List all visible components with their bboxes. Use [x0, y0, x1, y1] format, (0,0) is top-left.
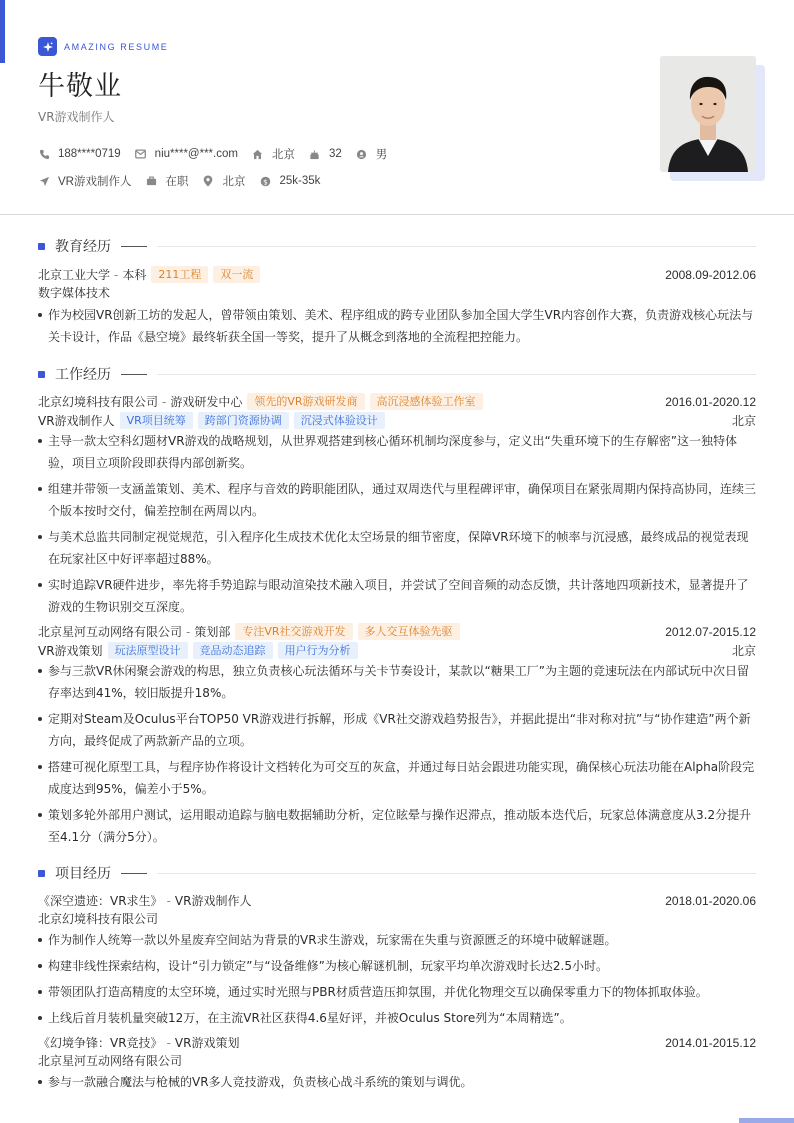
list-item: 构建非线性探索结构，设计“引力锁定”与“设备维修”为核心解谜机制，玩家平均单次游戏时长达2.5小时。: [38, 955, 756, 977]
list-item: 组建并带领一支涵盖策划、美术、程序与音效的跨职能团队，通过双周迭代与里程碑评审，确保项目在紧张周期内保持高协同，连续三个版本按时交付，偏差控制在两周以内。: [38, 478, 756, 522]
home-icon: [252, 148, 264, 160]
degree: 本科: [122, 268, 147, 282]
candidate-name: 牛敬业: [38, 71, 122, 102]
project-company: 北京幻境科技有限公司: [38, 912, 159, 926]
salary-value: 25k-35k: [279, 175, 321, 187]
avatar: [660, 56, 756, 172]
gender-icon: [356, 148, 368, 160]
project-role: VR游戏制作人: [174, 894, 252, 908]
role-tag: 跨部门资源协调: [198, 412, 289, 429]
section-title: 工作经历: [55, 367, 111, 383]
section-title: 教育经历: [55, 239, 111, 255]
section-divider: [157, 374, 756, 375]
section-dash: [121, 374, 147, 375]
section-header: [38, 364, 756, 384]
sparkle-icon: [38, 37, 57, 56]
status-item: [145, 173, 188, 189]
role-tag: 用户行为分析: [278, 642, 358, 659]
company-tag: 专注VR社交游戏开发: [235, 623, 352, 640]
job-intent-row: [38, 173, 334, 189]
list-item: 实时追踪VR硬件进步，率先将手势追踪与眼动渲染技术融入项目，并尝试了空间音频的动态反馈，共计落地四项新技术，显著提升了游戏的生物识别交互深度。: [38, 574, 756, 618]
section-dash: [121, 873, 147, 874]
section-header: [38, 863, 756, 883]
list-item: 主导一款太空科幻题材VR游戏的战略规划，从世界观搭建到核心循环机制均深度参与，定义出“失重环境下的生存解密”这一独特体验，项目立项阶段即获得内部创新奖。: [38, 430, 756, 474]
section-title: 项目经历: [55, 866, 111, 882]
list-item: 作为制作人统筹一款以外星废弃空间站为背景的VR求生游戏，玩家需在失重与资源匮乏的环境中破解谜题。: [38, 929, 756, 951]
project-entry: [38, 891, 756, 1029]
list-item: 上线后首月装机量突破12万，在主流VR社区获得4.6星好评，并被Oculus Store列为“本周精选”。: [38, 1007, 756, 1029]
job-bullets: [38, 660, 756, 848]
section-dot: [38, 371, 45, 378]
age-item: [309, 148, 342, 160]
company-tag: 高沉浸感体验工作室: [370, 393, 483, 410]
brand-text: AMAZING RESUME: [64, 41, 169, 52]
section-header: [38, 236, 756, 256]
email-item: [135, 148, 238, 160]
location-pin-icon: [202, 175, 214, 187]
section-dot: [38, 870, 45, 877]
brand: [38, 37, 168, 56]
resume-header: [0, 0, 794, 215]
project-company: 北京星河互动网络有限公司: [38, 1054, 183, 1068]
svg-text:$: $: [263, 176, 268, 186]
work-section: [38, 364, 756, 852]
job-location: 北京: [731, 414, 756, 428]
school-name: 北京工业大学: [38, 268, 111, 282]
cake-icon: [309, 148, 321, 160]
separator: -: [166, 1035, 171, 1050]
city-item: [202, 173, 245, 189]
project-bullets: [38, 929, 756, 1029]
list-item: 与美术总监共同制定视觉规范，引入程序化生成技术优化太空场景的细节密度，保障VR环境下的帧率与沉浸感，最终成品的视觉表现在玩家社区中好评率超过88%。: [38, 526, 756, 570]
phone-item: [38, 148, 121, 160]
list-item: 作为校园VR创新工坊的发起人，曾带领由策划、美术、程序组成的跨专业团队参加全国大学生VR内容创作大赛，负责游戏核心玩法与关卡设计，作品《悬空境》最终斩获全国一等奖，提升了从概念到落地的全流程把控能力。: [38, 304, 756, 348]
section-dot: [38, 243, 45, 250]
phone-icon: [38, 148, 50, 160]
separator: -: [114, 267, 119, 282]
education-row: [38, 265, 756, 284]
project-bullets: [38, 1071, 756, 1093]
city-value: 北京: [222, 176, 246, 188]
project-header: [38, 1033, 756, 1052]
school-tag: 211工程: [151, 266, 208, 283]
role-tag: 竞品动态追踪: [193, 642, 273, 659]
project-header: [38, 891, 756, 910]
list-item: 策划多轮外部用户测试，运用眼动追踪与脑电数据辅助分析，定位眩晕与操作迟滞点，推动版本迭代后，玩家总体满意度从3.2分提升至4.1分（满分5分）。: [38, 804, 756, 848]
section-divider: [157, 246, 756, 247]
job-bullets: [38, 430, 756, 618]
company-tag: 领先的VR游戏研发商: [247, 393, 364, 410]
education-bullets: [38, 304, 756, 348]
role-tag: VR项目统筹: [120, 412, 193, 429]
major: 数字媒体技术: [38, 286, 111, 300]
salary-item: [259, 175, 320, 187]
target-job-value: VR游戏制作人: [58, 176, 132, 188]
school-tag: 双一流: [213, 266, 260, 283]
phone-value: 188****0719: [58, 148, 121, 160]
project-date: 2018.01-2020.06: [665, 893, 756, 908]
email-value: niu****@***.com: [154, 148, 238, 160]
role-tag: 沉浸式体验设计: [294, 412, 385, 429]
job-role: VR游戏制作人: [38, 414, 115, 428]
project-entry: [38, 1033, 756, 1093]
job-entry: [38, 622, 756, 848]
project-name: 《深空遗迹：VR求生》: [38, 894, 163, 908]
section-divider: [157, 873, 756, 874]
list-item: 参与三款VR休闲聚会游戏的构思，独立负责核心玩法循环与关卡节奏设计，某款以“糖果工厂”为主题的竞速玩法在内部试玩中次日留存率达到41%，较旧版提升18%。: [38, 660, 756, 704]
separator: -: [162, 394, 167, 409]
contact-row: [38, 146, 401, 162]
job-location: 北京: [731, 644, 756, 658]
target-job-item: [38, 173, 131, 189]
department: 游戏研发中心: [170, 395, 243, 409]
separator: -: [166, 893, 171, 908]
send-icon: [38, 175, 50, 187]
company-name: 北京幻境科技有限公司: [38, 395, 159, 409]
list-item: 带领团队打造高精度的太空环境，通过实时光照与PBR材质营造压抑氛围，并优化物理交互以确保零重力下的物体抓取体验。: [38, 981, 756, 1003]
role-tag: 玩法原型设计: [108, 642, 188, 659]
education-section: [38, 236, 756, 352]
job-header: [38, 392, 756, 411]
job-date: 2016.01-2020.12: [665, 394, 756, 409]
gender-value: 男: [375, 149, 388, 161]
mail-icon: [135, 148, 147, 160]
job-role-row: [38, 411, 756, 430]
job-header: [38, 622, 756, 641]
job-entry: [38, 392, 756, 618]
project-role: VR游戏策划: [174, 1036, 240, 1050]
separator: -: [186, 624, 191, 639]
company-name: 北京星河互动网络有限公司: [38, 625, 183, 639]
dollar-icon: [259, 175, 271, 187]
projects-section: [38, 863, 756, 1097]
project-name: 《幻境争锋：VR竞技》: [38, 1036, 163, 1050]
candidate-title: VR游戏制作人: [38, 110, 115, 124]
section-dash: [121, 246, 147, 247]
status-value: 在职: [165, 176, 189, 188]
list-item: 搭建可视化原型工具，与程序协作将设计文档转化为可交互的灰盒，并通过每日站会跟进功能实现，确保核心玩法功能在Alpha阶段完成度达到95%，偏差小于5%。: [38, 756, 756, 800]
project-date: 2014.01-2015.12: [665, 1035, 756, 1050]
briefcase-icon: [145, 175, 157, 187]
hometown-value: 北京: [271, 149, 295, 161]
age-value: 32: [328, 148, 342, 160]
job-role: VR游戏策划: [38, 644, 103, 658]
job-role-row: [38, 641, 756, 660]
list-item: 参与一款融合魔法与枪械的VR多人竞技游戏，负责核心战斗系统的策划与调优。: [38, 1071, 756, 1093]
footer-accent-bar: [739, 1118, 794, 1123]
gender-item: [356, 146, 388, 162]
education-date: 2008.09-2012.06: [665, 267, 756, 282]
department: 策划部: [194, 625, 231, 639]
list-item: 定期对Steam及Oculus平台TOP50 VR游戏进行拆解，形成《VR社交游戏趋势报告》，并据此提出“非对称对抗”与“协作建造”两个新方向，最终促成了两款新产品的立项。: [38, 708, 756, 752]
job-date: 2012.07-2015.12: [665, 624, 756, 639]
hometown-item: [252, 146, 295, 162]
company-tag: 多人交互体验先驱: [358, 623, 460, 640]
